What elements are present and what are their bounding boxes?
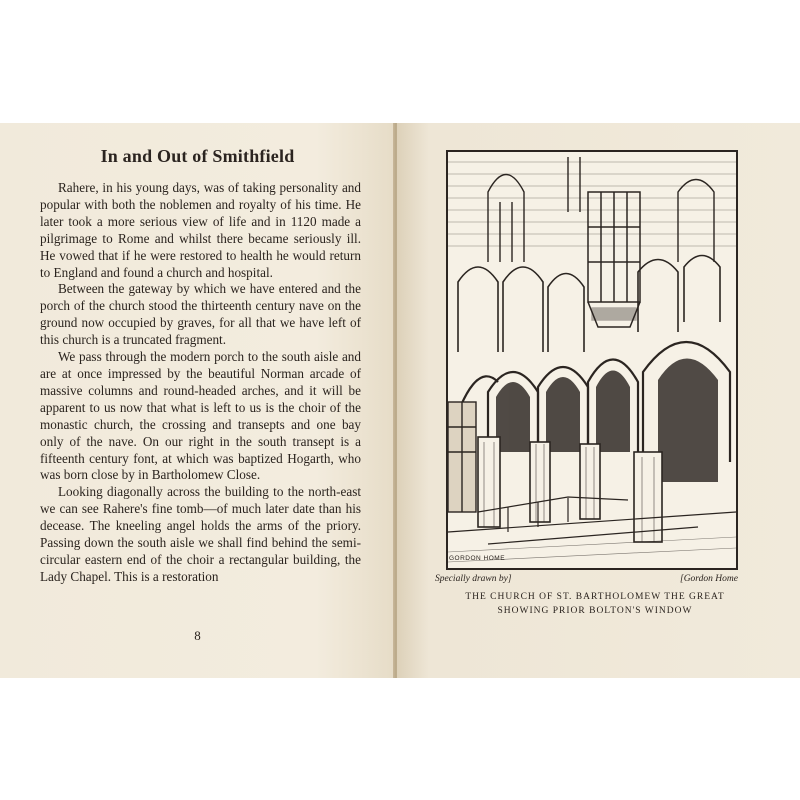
artist-signature: GORDON HOME [449,555,506,562]
illustration-caption [430,590,760,618]
paragraph-1: Rahere, in his young days, was of taking personality and popular with both the noblemen and royalty of his time. He later took a more serious view of life and in 1120 made a pilgrimage to Rome and whilst there became seriously ill. He vowed that if he were restored to health he would return to England and found a church and hospital. [40,180,361,280]
credit-right: [Gordon Home [680,574,738,584]
credit-left: Specially drawn by] [435,574,512,584]
left-page [0,123,395,678]
chapter-title: In and Out of Smithfield [100,146,295,166]
church-interior-engraving-icon [446,150,738,570]
paragraph-4: Looking diagonally across the building to the north-east we can see Rahere's fine tomb—of much later date than his decease. The kneeling angel holds the arms of the priory. Passing down the south aisle we shall find behind the semi-circular eastern end of the choir a rectangular building, the Lady Chapel. This is a restoration [40,484,361,584]
caption-line-2: SHOWING PRIOR BOLTON'S WINDOW [497,606,693,616]
paragraph-2: Between the gateway by which we have entered and the porch of the church stood the thirteenth century nave on the ground now occupied by graves, for all that we have left of this church is a truncated fragment. [40,281,361,348]
body-text [40,180,361,586]
caption-line-1: THE CHURCH OF ST. BARTHOLOMEW THE GREAT [465,592,725,602]
paragraph-3: We pass through the modern porch to the south aisle and are at once impressed by the beautiful Norman arcade of massive columns and round-headed arches, and it will be apparent to us now that what is left to us is the choir of the monastic church, the crossing and transepts and one bay only of the nave. On our right in the south transept is a fifteenth century font, at which was baptized Hogarth, who was born close by in Bartholomew Close. [40,349,361,483]
page-number: 8 [194,628,201,643]
